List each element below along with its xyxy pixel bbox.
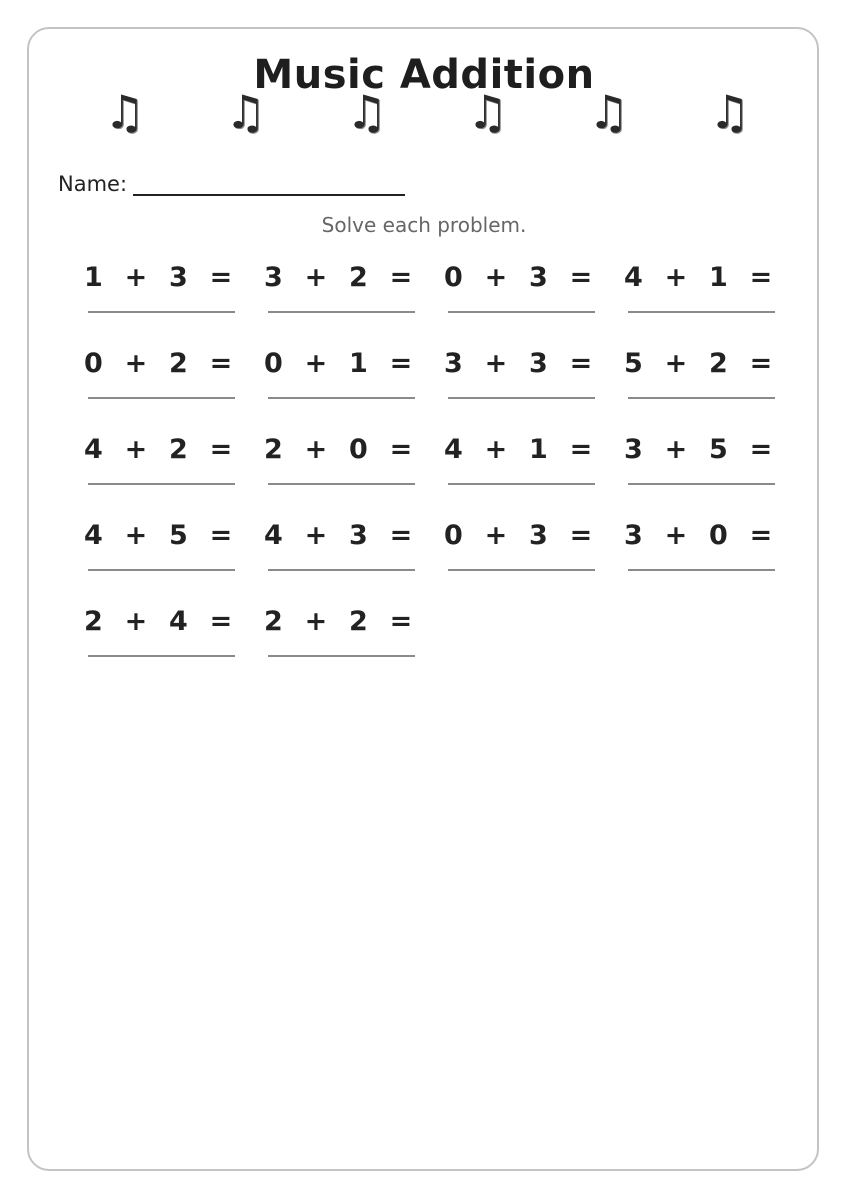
addition-problem — [264, 602, 418, 658]
name-label: Name: — [58, 172, 128, 196]
addition-problem — [444, 516, 598, 572]
answer-line[interactable] — [268, 311, 415, 313]
beamed-eighth-notes-icon: ♫ — [346, 85, 388, 139]
addition-problem — [84, 516, 238, 572]
problem-equation: 4 + 1 = — [444, 434, 594, 465]
problem-equation: 2 + 2 = — [264, 606, 414, 637]
problem-equation: 4 + 3 = — [264, 520, 414, 551]
addition-problem — [264, 430, 418, 486]
answer-line[interactable] — [88, 569, 235, 571]
problem-equation: 3 + 0 = — [624, 520, 774, 551]
addition-problem — [624, 258, 778, 314]
addition-problem — [84, 430, 238, 486]
problem-equation: 0 + 3 = — [444, 262, 594, 293]
problem-equation: 5 + 2 = — [624, 348, 774, 379]
problem-equation: 3 + 2 = — [264, 262, 414, 293]
addition-problem — [84, 258, 238, 314]
addition-problem — [264, 516, 418, 572]
problem-equation: 4 + 1 = — [624, 262, 774, 293]
addition-problem — [444, 430, 598, 486]
addition-problem — [624, 344, 778, 400]
problem-equation: 4 + 5 = — [84, 520, 234, 551]
answer-line[interactable] — [268, 569, 415, 571]
problem-equation: 3 + 5 = — [624, 434, 774, 465]
answer-line[interactable] — [448, 397, 595, 399]
addition-problem — [624, 516, 778, 572]
beamed-eighth-notes-icon: ♫ — [104, 85, 146, 139]
answer-line[interactable] — [448, 483, 595, 485]
answer-line[interactable] — [628, 311, 775, 313]
addition-problem — [84, 344, 238, 400]
beamed-eighth-notes-icon: ♫ — [709, 85, 751, 139]
answer-line[interactable] — [268, 655, 415, 657]
problem-equation: 1 + 3 = — [84, 262, 234, 293]
answer-line[interactable] — [88, 311, 235, 313]
beamed-eighth-notes-icon: ♫ — [225, 85, 267, 139]
problem-equation: 3 + 3 = — [444, 348, 594, 379]
answer-line[interactable] — [448, 311, 595, 313]
answer-line[interactable] — [88, 655, 235, 657]
answer-line[interactable] — [628, 483, 775, 485]
beamed-eighth-notes-icon: ♫ — [588, 85, 630, 139]
addition-problem — [444, 344, 598, 400]
problem-equation: 2 + 0 = — [264, 434, 414, 465]
answer-line[interactable] — [628, 569, 775, 571]
answer-line[interactable] — [88, 483, 235, 485]
addition-problem — [264, 344, 418, 400]
instructions-text: Solve each problem. — [321, 213, 527, 237]
problem-equation: 2 + 4 = — [84, 606, 234, 637]
addition-problem — [84, 602, 238, 658]
answer-line[interactable] — [448, 569, 595, 571]
problem-equation: 0 + 2 = — [84, 348, 234, 379]
beamed-eighth-notes-icon: ♫ — [467, 85, 509, 139]
problem-equation: 0 + 3 = — [444, 520, 594, 551]
answer-line[interactable] — [88, 397, 235, 399]
answer-line[interactable] — [268, 397, 415, 399]
worksheet-title: Music Addition — [253, 52, 595, 98]
answer-line[interactable] — [268, 483, 415, 485]
addition-problem — [624, 430, 778, 486]
answer-line[interactable] — [628, 397, 775, 399]
problem-equation: 0 + 1 = — [264, 348, 414, 379]
addition-problem — [444, 258, 598, 314]
problem-equation: 4 + 2 = — [84, 434, 234, 465]
addition-problem — [264, 258, 418, 314]
